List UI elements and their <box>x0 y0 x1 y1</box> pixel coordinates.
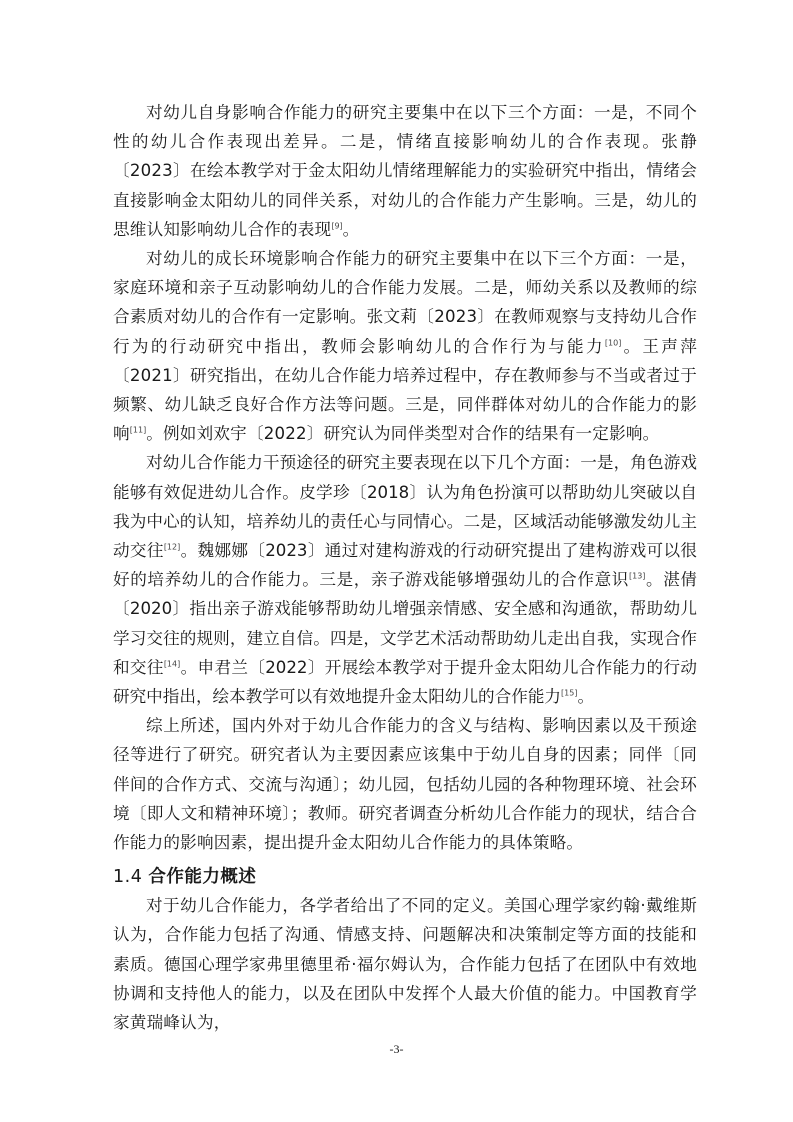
paragraph-text: 对于幼儿合作能力，各学者给出了不同的定义。美国心理学家约翰·戴维斯认为，合作能力包括了沟通、情感支持、问题解决和决策制定等方面的技能和素质。德国心理学家弗里德里希·福尔姆认为，合作能力包括了在团队中有效地协调和支持他人的能力，以及在团队中发挥个人最大价值的能力。中国教育学家黄瑞峰认为， <box>113 896 697 1033</box>
paragraph-summary <box>113 711 697 857</box>
section-heading <box>113 863 697 891</box>
paragraph-text: 对幼儿自身影响合作能力的研究主要集中在以下三个方面：一是，不同个性的幼儿合作表现出差异。二是，情绪直接影响幼儿的合作表现。张静〔2023〕在绘本教学对于金太阳幼儿情绪理解能力的实验研究中指出，情绪会直接影响金太阳幼儿的同伴关系，对幼儿的合作能力产生影响。三是，幼儿的思维认知影响幼儿合作的表现 <box>113 103 697 239</box>
paragraph-definitions <box>113 891 697 1037</box>
page-number: -3- <box>389 1042 404 1056</box>
paragraph-text: 。 <box>577 687 595 707</box>
citation-marker: [15] <box>561 688 578 698</box>
citation-marker: [14] <box>163 659 181 669</box>
citation-marker: [11] <box>129 425 147 435</box>
paragraph-text: 对幼儿合作能力干预途径的研究主要表现在以下几个方面：一是，角色游戏能够有效促进幼儿合作。皮学珍〔2018〕认为角色扮演可以帮助幼儿突破以自我为中心的认知，培养幼儿的责任心与同情心。二是，区域活动能够激发幼儿主动交往 <box>113 453 697 561</box>
paragraph-environment-factors <box>113 244 697 448</box>
paragraph-text: 对幼儿的成长环境影响合作能力的研究主要集中在以下三个方面：一是，家庭环境和亲子互动影响幼儿的合作能力发展。二是，师幼关系以及教师的综合素质对幼儿的合作有一定影响。张文莉〔2023〕在教师观察与支持幼儿合作行为的行动研究中指出，教师会影响幼儿的合作行为与能力 <box>113 249 697 356</box>
paragraph-text: 。申君兰〔2022〕开展绘本教学对于提升金太阳幼儿合作能力的行动研究中指出，绘本教学可以有效地提升金太阳幼儿的合作能力 <box>113 657 697 707</box>
paragraph-self-factors <box>113 98 697 244</box>
paragraph-text: 。例如刘欢宇〔2022〕研究认为同伴类型对合作的结果有一定影响。 <box>146 424 660 444</box>
paragraph-text: 。王声萍〔2021〕研究指出，在幼儿合作能力培养过程中，存在教师参与不当或者过于频繁、幼儿缺乏良好合作方法等问题。三是，同伴群体对幼儿的合作能力的影响 <box>113 336 697 444</box>
section-title: 合作能力概述 <box>148 867 257 888</box>
section-number: 1.4 <box>113 867 143 888</box>
citation-marker: [10] <box>604 338 622 348</box>
citation-marker: [12] <box>163 542 181 552</box>
citation-marker: [13] <box>628 571 646 581</box>
paragraph-text: 综上所述，国内外对于幼儿合作能力的含义与结构、影响因素以及干预途径等进行了研究。研究者认为主要因素应该集中于幼儿自身的因素；同伴〔同伴间的合作方式、交流与沟通〕；幼儿园，包括幼儿园的各种物理环境、社会环境〔即人文和精神环境〕；教师。研究者调查分析幼儿合作能力的现状，结合合作能力的影响因素，提出提升金太阳幼儿合作能力的具体策略。 <box>113 716 697 853</box>
paragraph-text: 。 <box>342 219 360 239</box>
paragraph-text: 。湛倩〔2020〕指出亲子游戏能够帮助幼儿增强亲情感、安全感和沟通欲，帮助幼儿学习交往的规则，建立自信。四是，文学艺术活动帮助幼儿走出自我，实现合作和交往 <box>113 570 698 677</box>
paragraph-text: 。魏娜娜〔2023〕通过对建构游戏的行动研究提出了建构游戏可以很好的培养幼儿的合作能力。三是，亲子游戏能够增强幼儿的合作意识 <box>113 541 697 590</box>
citation-marker: [9] <box>331 221 343 231</box>
document-body <box>113 98 697 1037</box>
paragraph-intervention-approaches <box>113 448 697 711</box>
